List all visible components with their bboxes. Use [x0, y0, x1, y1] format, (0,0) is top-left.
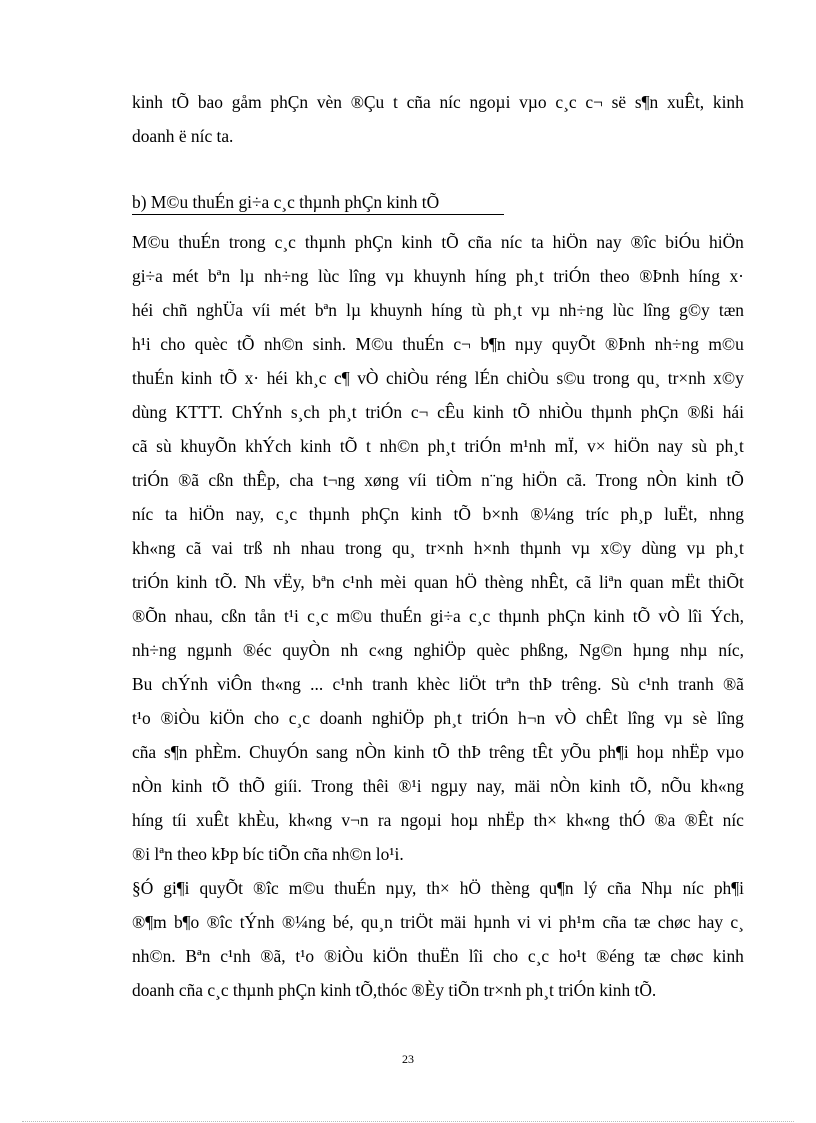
page-number: 23 [402, 1052, 414, 1066]
text-line: níc ta hiÖn nay, c¸c thµnh phÇn kinh tÕ b×nh ®¼ng tríc ph¸p luËt, nhng [132, 504, 744, 524]
text-line: doanh cña c¸c thµnh phÇn kinh tÕ,thóc ®Èy tiÕn tr×nh ph¸t triÓn kinh tÕ. [132, 980, 657, 1000]
text-line: thuÉn kinh tÕ x· héi kh¸c c¶ vÒ chiÒu réng lÉn chiÒu s©u trong qu¸ tr×nh x©y [132, 368, 744, 388]
text-line: héi chñ nghÜa víi mét bªn lµ khuynh híng tù ph¸t vµ nh÷ng lùc lîng g©y tæn [132, 300, 744, 320]
body-text [132, 225, 744, 1007]
text-line: Bu chÝnh viÔn th«ng ... c¹nh tranh khèc liÖt trªn thÞ trêng. Sù c¹nh tranh ®ã [132, 674, 744, 694]
text-line: t¹o ®iÒu kiÖn cho c¸c doanh nghiÖp ph¸t triÓn h¬n vÒ chÊt lîng vµ sè lîng [132, 708, 744, 728]
text-line: cã sù khuyÕn khÝch kinh tÕ t nh©n ph¸t triÓn m¹nh mÏ, v× hiÖn nay sù ph¸t [132, 436, 744, 456]
section-heading-text: b) M©u thuÉn gi÷a c¸c thµnh phÇn kinh tÕ [132, 192, 440, 212]
text-line: dùng KTTT. ChÝnh s¸ch ph¸t triÓn c¬ cÊu kinh tÕ nhiÒu thµnh phÇn ®ßi hái [132, 402, 744, 422]
text-line: doanh ë níc ta. [132, 126, 234, 146]
text-line: h¹i cho quèc tÕ nh©n sinh. M©u thuÉn c¬ b¶n nµy quyÕt ®Þnh nh÷ng m©u [132, 334, 744, 354]
intro-paragraph [132, 85, 744, 153]
section-heading [132, 190, 504, 215]
text-line: nh÷ng ngµnh ®éc quyÒn nh c«ng nghiÖp quèc phßng, Ng©n hµng nhµ níc, [132, 640, 744, 660]
text-line: ®¶m b¶o ®îc tÝnh ®¼ng bé, qu¸n triÖt mäi hµnh vi vi ph¹m cña tæ chøc hay c¸ [132, 912, 744, 932]
text-line: kinh tÕ bao gåm phÇn vèn ®Çu t cña níc ngoµi vµo c¸c c¬ së s¶n xuÊt, kinh [132, 92, 744, 112]
text-line: ®i lªn theo kÞp bíc tiÕn cña nh©n lo¹i. [132, 844, 404, 864]
text-line: kh«ng cã vai trß nh nhau trong qu¸ tr×nh h×nh thµnh vµ x©y dùng vµ ph¸t [132, 538, 744, 558]
text-line: nh©n. Bªn c¹nh ®ã, t¹o ®iÒu kiÖn thuËn lîi cho c¸c ho¹t ®éng tæ chøc kinh [132, 946, 744, 966]
text-line: §Ó gi¶i quyÕt ®îc m©u thuÉn nµy, th× hÖ thèng qu¶n lý cña Nhµ níc ph¶i [132, 878, 744, 898]
text-line: cña s¶n phÈm. ChuyÓn sang nÒn kinh tÕ thÞ trêng tÊt yÕu ph¶i hoµ nhËp vµo [132, 742, 744, 762]
page-bottom-rule [22, 1121, 794, 1122]
text-line: gi÷a mét bªn lµ nh÷ng lùc lîng vµ khuynh híng ph¸t triÓn theo ®Þnh híng x· [132, 266, 744, 286]
text-line: ®Õn nhau, cßn tån t¹i c¸c m©u thuÉn gi÷a c¸c thµnh phÇn kinh tÕ vÒ lîi Ých, [132, 606, 744, 626]
text-line: nÒn kinh tÕ thÕ giíi. Trong thêi ®¹i ngµy nay, mäi nÒn kinh tÕ, nÕu kh«ng [132, 776, 744, 796]
text-line: híng tíi xuÊt khÈu, kh«ng v¬n ra ngoµi hoµ nhËp th× kh«ng thÓ ®a ®Êt níc [132, 810, 744, 830]
text-line: triÓn kinh tÕ. Nh vËy, bªn c¹nh mèi quan hÖ thèng nhÊt, cã liªn quan mËt thiÕt [132, 572, 744, 592]
text-line: M©u thuÉn trong c¸c thµnh phÇn kinh tÕ cña níc ta hiÖn nay ®îc biÓu hiÖn [132, 232, 744, 252]
text-line: triÓn ®ã cßn thÊp, cha t¬ng xøng víi tiÒm n¨ng hiÖn cã. Trong nÒn kinh tÕ [132, 470, 744, 490]
